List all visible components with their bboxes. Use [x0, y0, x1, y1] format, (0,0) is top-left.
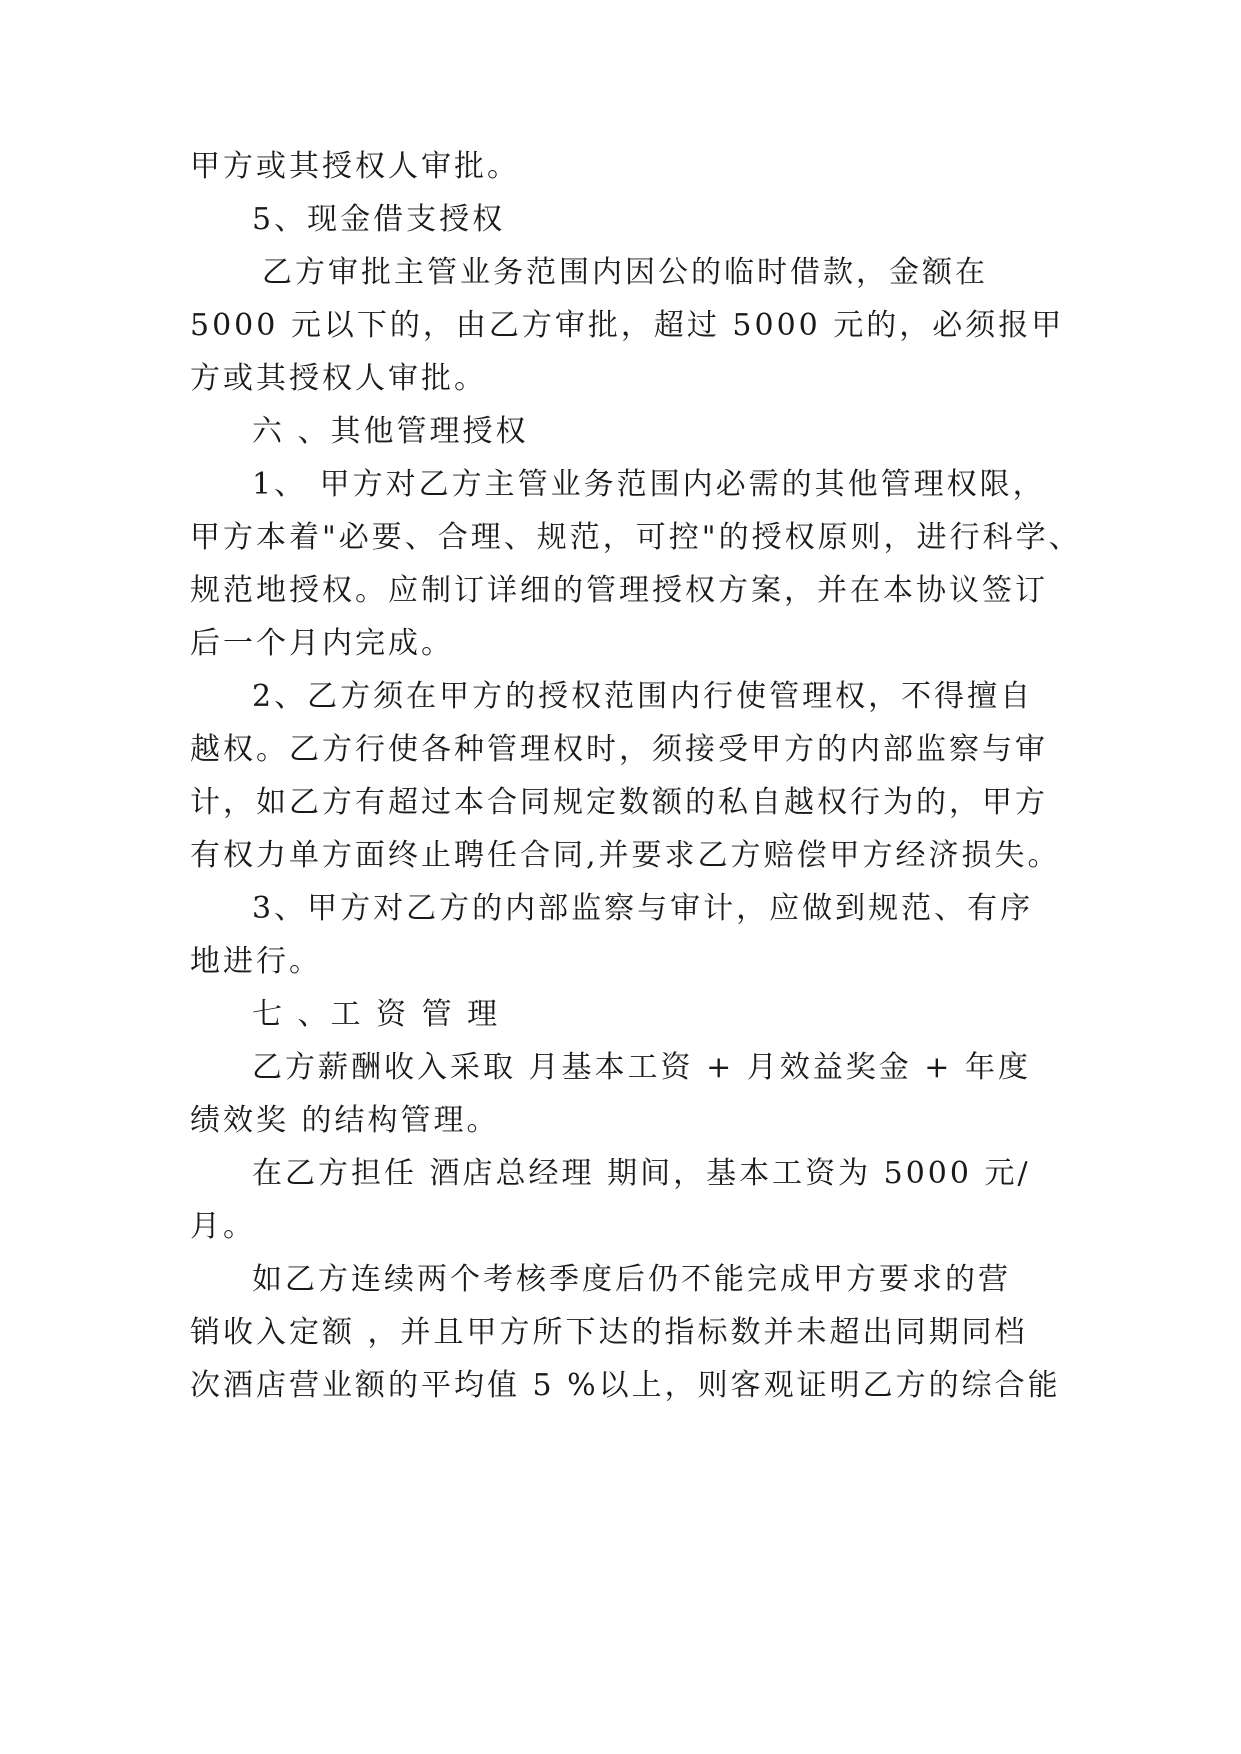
text-line: 次酒店营业额的平均值 5 %以上，则客观证明乙方的综合能 — [190, 1368, 1061, 1403]
text-line: 月。 — [190, 1209, 256, 1244]
text-line: 后一个月内完成。 — [190, 626, 454, 661]
section-heading: 5、现金借支授权 — [252, 202, 506, 237]
text-line: 在乙方担任 酒店总经理 期间，基本工资为 5000 元/ — [252, 1156, 1031, 1191]
text-line: 销收入定额 ，并且甲方所下达的指标数并未超出同期同档 — [190, 1315, 1028, 1350]
text-line: 方或其授权人审批。 — [190, 361, 487, 396]
text-line: 规范地授权。应制订详细的管理授权方案，并在本协议签订 — [190, 573, 1048, 608]
text-line: 越权。乙方行使各种管理权时，须接受甲方的内部监察与审 — [190, 732, 1048, 767]
text-line: 乙方薪酬收入采取 月基本工资 + 月效益奖金 + 年度 — [252, 1050, 1031, 1085]
section-heading: 七 、工 资 管 理 — [252, 997, 501, 1032]
text-line: 1、 甲方对乙方主管业务范围内必需的其他管理权限， — [252, 467, 1046, 502]
text-line: 计，如乙方有超过本合同规定数额的私自越权行为的，甲方 — [190, 785, 1048, 820]
text-line: 甲方或其授权人审批。 — [190, 149, 520, 184]
text-line: 绩效奖 的结构管理。 — [190, 1103, 500, 1138]
text-line: 有权力单方面终止聘任合同,并要求乙方赔偿甲方经济损失。 — [190, 838, 1061, 873]
text-line: 5000 元以下的，由乙方审批，超过 5000 元的，必须报甲 — [190, 308, 1065, 343]
text-line: 如乙方连续两个考核季度后仍不能完成甲方要求的营 — [252, 1262, 1011, 1297]
text-line: 乙方审批主管业务范围内因公的临时借款，金额在 — [262, 255, 988, 290]
text-line: 2、乙方须在甲方的授权范围内行使管理权，不得擅自 — [252, 679, 1034, 714]
text-line: 甲方本着"必要、合理、规范，可控"的授权原则，进行科学、 — [190, 520, 1082, 555]
text-line: 地进行。 — [190, 944, 322, 979]
text-line: 3、甲方对乙方的内部监察与审计，应做到规范、有序 — [252, 891, 1034, 926]
section-heading: 六 、其他管理授权 — [252, 414, 529, 449]
